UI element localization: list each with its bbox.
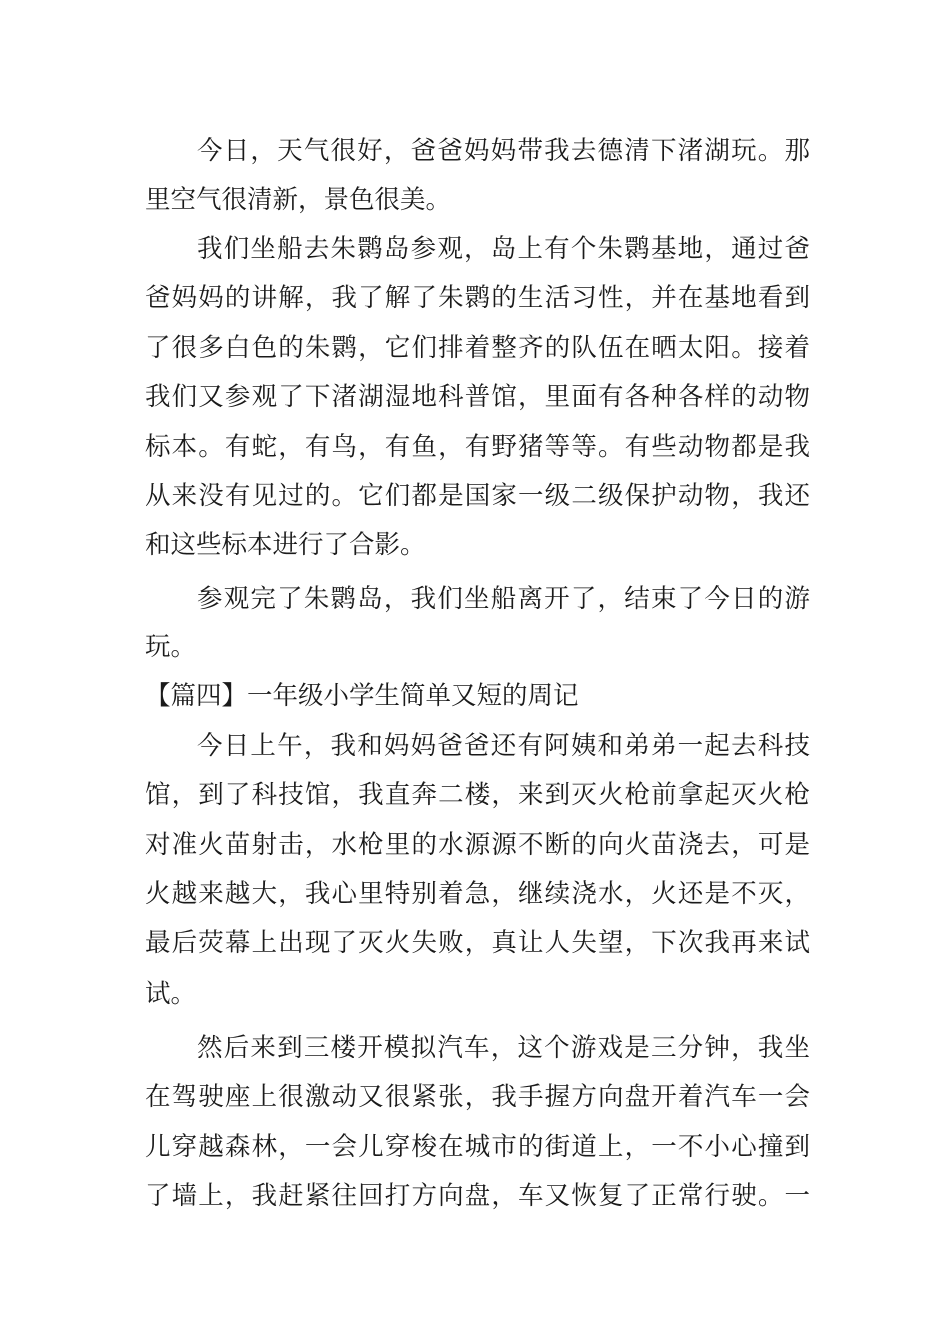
paragraph-line: 我们坐船去朱鹮岛参观，岛上有个朱鹮基地，通过爸 — [197, 234, 810, 264]
paragraph-line: 了墙上，我赶紧往回打方向盘，车又恢复了正常行驶。一 — [145, 1181, 810, 1211]
paragraph-line: 里空气很清新，景色很美。 — [145, 185, 452, 215]
paragraph-line: 从来没有见过的。它们都是国家一级二级保护动物，我还 — [145, 481, 810, 511]
paragraph-line: 玩。 — [145, 632, 197, 662]
paragraph-line: 对准火苗射击，水枪里的水源源不断的向火苗浇去，可是 — [145, 830, 810, 860]
paragraph-line: 在驾驶座上很激动又很紧张，我手握方向盘开着汽车一会 — [145, 1082, 810, 1112]
paragraph-line: 馆，到了科技馆，我直奔二楼，来到灭火枪前拿起灭火枪 — [145, 780, 810, 810]
paragraph-line: 我们又参观了下渚湖湿地科普馆，里面有各种各样的动物 — [145, 382, 810, 412]
paragraph-line: 然后来到三楼开模拟汽车，这个游戏是三分钟，我坐 — [197, 1033, 810, 1063]
paragraph-line: 今日，天气很好，爸爸妈妈带我去德清下渚湖玩。那 — [197, 136, 810, 166]
paragraph-line: 和这些标本进行了合影。 — [145, 530, 426, 560]
paragraph-line: 了很多白色的朱鹮，它们排着整齐的队伍在晒太阳。接着 — [145, 333, 810, 363]
paragraph-line: 试。 — [145, 979, 197, 1009]
section-heading: 【篇四】一年级小学生简单又短的周记 — [145, 681, 579, 711]
paragraph-line: 爸妈妈的讲解，我了解了朱鹮的生活习性，并在基地看到 — [145, 283, 810, 313]
paragraph-line: 火越来越大，我心里特别着急，继续浇水，火还是不灭， — [145, 879, 810, 909]
paragraph-line: 今日上午，我和妈妈爸爸还有阿姨和弟弟一起去科技 — [197, 731, 810, 761]
paragraph-line: 儿穿越森林，一会儿穿梭在城市的街道上，一不小心撞到 — [145, 1132, 810, 1162]
paragraph-line: 标本。有蛇，有鸟，有鱼，有野猪等等。有些动物都是我 — [145, 432, 810, 462]
paragraph-line: 最后荧幕上出现了灭火失败，真让人失望，下次我再来试 — [145, 928, 810, 958]
paragraph-line: 参观完了朱鹮岛，我们坐船离开了，结束了今日的游 — [197, 584, 810, 614]
